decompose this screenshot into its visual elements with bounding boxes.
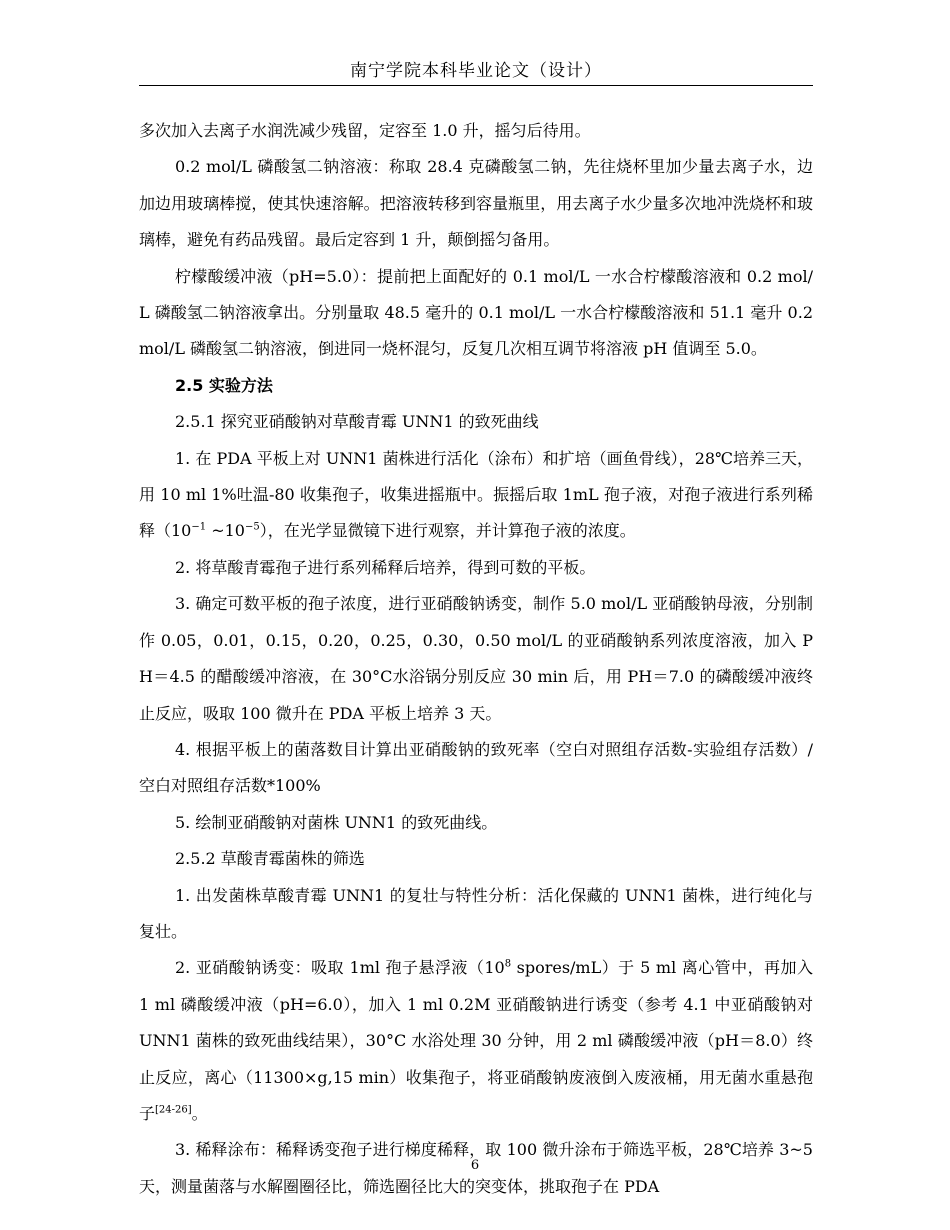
paragraph bbox=[139, 950, 813, 1132]
paragraph bbox=[139, 441, 813, 550]
superscript: −5 bbox=[244, 522, 260, 534]
paragraph: 多次加入去离子水润洗减少残留，定容至 1.0 升，摇匀后待用。 bbox=[139, 121, 591, 140]
paragraph: 4. 根据平板上的菌落数目计算出亚硝酸钠的致死率（空白对照组存活数-实验组存活数）/空白对照组存活数*100% bbox=[139, 739, 813, 796]
citation: [24-26] bbox=[155, 1104, 192, 1116]
paragraph-text: spores/mL）于 5 ml 离心管中，再加入 1 ml 磷酸缓冲液（pH=6.0），加入 1 ml 0.2M 亚硝酸钠进行诱变（参考 4.1 中亚硝酸钠对 UNN1 菌株的致死曲线结果），30°C 水浴处理 30 分钟，用 2 ml 磷酸缓冲液（pH＝8.0）终止反应，离心（11300×g,15 min）收集孢子，将亚硝酸钠废液倒入废液桶，用无菌水重悬孢子 bbox=[139, 958, 813, 1123]
page-number: 6 bbox=[470, 1158, 480, 1173]
paragraph-text: ），在光学显微镜下进行观察，并计算孢子液的浓度。 bbox=[259, 521, 636, 541]
paragraph-text: ~10 bbox=[206, 521, 245, 541]
subsection-heading: 2.5.2 草酸青霉菌株的筛选 bbox=[175, 849, 365, 869]
paragraph: 0.2 mol/L 磷酸氢二钠溶液：称取 28.4 克磷酸氢二钠，先往烧杯里加少量去离子水，边加边用玻璃棒搅，使其快速溶解。把溶液转移到容量瓶里，用去离子水少量多次地冲洗烧杯和玻璃棒，避免有药品残留。最后定容到 1 升，颠倒摇匀备用。 bbox=[139, 157, 813, 250]
paragraph: 5. 绘制亚硝酸钠对菌株 UNN1 的致死曲线。 bbox=[175, 812, 498, 832]
paragraph-text: 2. 亚硝酸钠诱变：吸取 1ml 孢子悬浮液（10 bbox=[175, 958, 505, 978]
paragraph: 柠檬酸缓冲液（pH=5.0）：提前把上面配好的 0.1 mol/L 一水合柠檬酸溶液和 0.2 mol/L 磷酸氢二钠溶液拿出。分别量取 48.5 毫升的 0.1 mol/L 一水合柠檬酸溶液和 51.1 毫升 0.2 mol/L 磷酸氢二钠溶液，倒进同一烧杯混匀，反复几次相互调节将溶液 pH 值调至 5.0。 bbox=[139, 266, 813, 359]
paragraph: 3. 稀释涂布：稀释诱变孢子进行梯度稀释，取 100 微升涂布于筛选平板，28℃培养 3~5 天，测量菌落与水解圈圈径比，筛选圈径比大的突变体，挑取孢子在 PDA bbox=[139, 1140, 813, 1196]
paragraph: 1. 出发菌株草酸青霉 UNN1 的复壮与特性分析：活化保藏的 UNN1 菌株，进行纯化与复壮。 bbox=[139, 885, 813, 941]
body-text bbox=[139, 113, 813, 1205]
superscript: −1 bbox=[191, 522, 207, 534]
paragraph: 3. 确定可数平板的孢子浓度，进行亚硝酸钠诱变，制作 5.0 mol/L 亚硝酸钠母液，分别制作 0.05，0.01，0.15，0.20，0.25，0.30，0.50 mol/L 的亚硝酸钠系列浓度溶液，加入 PH＝4.5 的醋酸缓冲溶液，在 30°C水浴锅分别反应 30 min 后，用 PH＝7.0 的磷酸缓冲液终止反应，吸取 100 微升在 PDA 平板上培养 3 天。 bbox=[139, 594, 813, 723]
paragraph: 2. 将草酸青霉孢子进行系列稀释后培养，得到可数的平板。 bbox=[175, 557, 596, 577]
paragraph-text: 。 bbox=[191, 1103, 208, 1123]
paragraph-text: 1. 在 PDA 平板上对 UNN1 菌株进行活化（涂布）和扩培（画鱼骨线），28℃培养三天，用 10 ml 1%吐温-80 收集孢子，收集进摇瓶中。振摇后取 1mL 孢子液，对孢子液进行系列稀释（10 bbox=[139, 448, 813, 541]
superscript: 8 bbox=[504, 959, 512, 971]
subsection-heading: 2.5.1 探究亚硝酸钠对草酸青霉 UNN1 的致死曲线 bbox=[175, 412, 539, 432]
page-header: 南宁学院本科毕业论文（设计） bbox=[350, 61, 602, 81]
header-rule bbox=[139, 85, 813, 86]
section-heading: 2.5 实验方法 bbox=[175, 375, 273, 395]
